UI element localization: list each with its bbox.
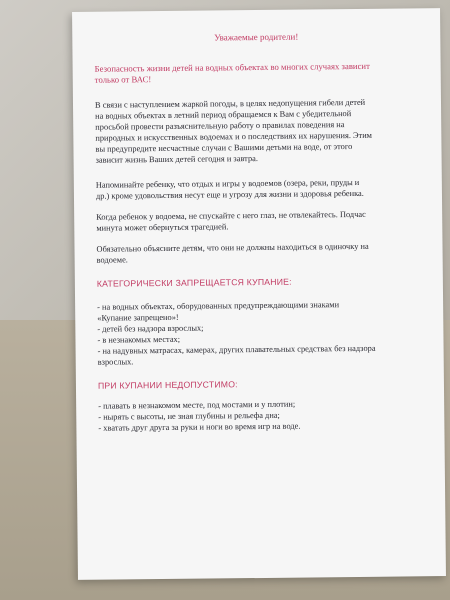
- para2-line-2: др.) кроме удовольствия несут еще и угрозу для жизни и здоровья ребенка.: [95, 188, 364, 201]
- heading-inadmissible: ПРИ КУПАНИИ НЕДОПУСТИМО:: [97, 379, 238, 391]
- intro-line-2: только от ВАС!: [94, 74, 152, 85]
- intro-line-1: Безопасность жизни детей на водных объектах во многих случаях зависит: [94, 60, 370, 74]
- para1-line-2: на водных объектах в летний период обращаемся к Вам с убедительной: [95, 109, 352, 121]
- para3-line-2: минута может обернуться трагедией.: [96, 222, 229, 233]
- para4-line-1: Обязательно объясните детям, что они не должны находиться в одиночку на: [96, 241, 369, 254]
- list1-item-4: - на надувных матрасах, камерах, других плавательных средствах без надзора: [97, 343, 376, 356]
- para3-line-1: Когда ребенок у водоема, не спускайте с него глаз, не отвлекайтесь. Подчас: [96, 209, 366, 222]
- para1-line-3: просьбой провести разъяснительную работу о правилах поведения на: [95, 120, 345, 132]
- list1-item-2: - детей без надзора взрослых;: [97, 323, 204, 334]
- list1-item-1-cont: «Купание запрещено»!: [97, 312, 179, 323]
- document-title: Уважаемые родители!: [214, 31, 299, 43]
- list1-item-1: - на водных объектах, оборудованных предупреждающими знаками: [97, 300, 340, 312]
- para1-line-1: В связи с наступлением жаркой погоды, в целях недопущения гибели детей: [94, 97, 366, 110]
- list2-item-1: - плавать в незнакомом месте, под мостами и у плотин;: [98, 399, 296, 411]
- para1-line-6: зависит жизнь Ваших детей сегодня и завтра.: [95, 154, 258, 165]
- paper-sheet: [72, 8, 446, 580]
- para2-line-1: Напоминайте ребенку, что отдых и игры у водоемов (озера, реки, пруды и: [95, 177, 360, 190]
- list2-item-3: - хватать друг друга за руки и ноги во время игр на воде.: [98, 421, 301, 433]
- list2-item-2: - нырять с высоты, не зная глубины и рельефа дна;: [98, 410, 280, 422]
- para1-line-4: природных и искусственных водоемах и о последствиях их нарушения. Этим: [95, 130, 373, 143]
- list1-item-4-cont: взрослых.: [97, 357, 134, 367]
- list1-item-3: - в незнакомых местах;: [97, 334, 181, 345]
- para4-line-2: водоеме.: [96, 255, 128, 265]
- para1-line-5: вы предупредите несчастные случаи с Вашими детьми на воде, от этого: [95, 142, 353, 154]
- heading-prohibited: КАТЕГОРИЧЕСКИ ЗАПРЕЩАЕТСЯ КУПАНИЕ:: [96, 276, 292, 289]
